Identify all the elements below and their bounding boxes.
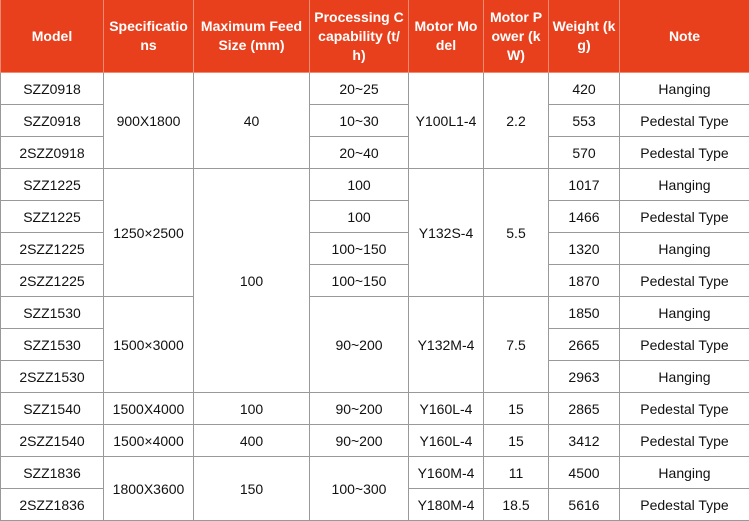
weight-cell: 2865	[549, 393, 620, 425]
note-cell: Hanging	[620, 169, 749, 201]
table-row	[1, 297, 749, 329]
table-row	[1, 169, 749, 201]
weight-cell: 4500	[549, 457, 620, 489]
model-cell: 2SZZ1225	[1, 233, 104, 265]
note-cell: Pedestal Type	[620, 105, 749, 137]
motor-power-cell: 2.2	[484, 73, 549, 169]
specification-cell: 900X1800	[104, 73, 194, 169]
motor-model-cell: Y132M-4	[409, 297, 484, 393]
specification-cell: 1800X3600	[104, 457, 194, 521]
header-note: Note	[620, 0, 749, 73]
table-row	[1, 393, 749, 425]
note-cell: Pedestal Type	[620, 425, 749, 457]
model-cell: 2SZZ1540	[1, 425, 104, 457]
note-cell: Pedestal Type	[620, 329, 749, 361]
motor-power-cell: 5.5	[484, 169, 549, 297]
header-motor-power: Motor Power (kW)	[484, 0, 549, 73]
capability-cell: 20~25	[310, 73, 409, 105]
specification-cell: 1500X4000	[104, 393, 194, 425]
weight-cell: 5616	[549, 489, 620, 521]
model-cell: SZZ1530	[1, 329, 104, 361]
table-row	[1, 425, 749, 457]
note-cell: Hanging	[620, 73, 749, 105]
model-cell: 2SZZ0918	[1, 137, 104, 169]
header-motor-model: Motor Model	[409, 0, 484, 73]
capability-cell: 20~40	[310, 137, 409, 169]
motor-model-cell: Y100L1-4	[409, 73, 484, 169]
capability-cell: 90~200	[310, 297, 409, 393]
motor-power-cell: 15	[484, 425, 549, 457]
header-specifications: Specifications	[104, 0, 194, 73]
motor-power-cell: 7.5	[484, 297, 549, 393]
feed-size-cell: 150	[194, 457, 310, 521]
feed-size-cell: 100	[194, 393, 310, 425]
feed-size-cell: 100	[194, 169, 310, 393]
weight-cell: 420	[549, 73, 620, 105]
specification-cell: 1500×3000	[104, 297, 194, 393]
motor-power-cell: 11	[484, 457, 549, 489]
capability-cell: 90~200	[310, 393, 409, 425]
note-cell: Hanging	[620, 233, 749, 265]
weight-cell: 1017	[549, 169, 620, 201]
capability-cell: 100~150	[310, 265, 409, 297]
table-row	[1, 457, 749, 489]
header-model: Model	[1, 0, 104, 73]
feed-size-cell: 400	[194, 425, 310, 457]
weight-cell: 1466	[549, 201, 620, 233]
note-cell: Hanging	[620, 361, 749, 393]
weight-cell: 1320	[549, 233, 620, 265]
motor-model-cell: Y160L-4	[409, 425, 484, 457]
header-row	[1, 0, 749, 73]
model-cell: SZZ0918	[1, 73, 104, 105]
note-cell: Hanging	[620, 297, 749, 329]
weight-cell: 2665	[549, 329, 620, 361]
capability-cell: 100	[310, 169, 409, 201]
weight-cell: 570	[549, 137, 620, 169]
capability-cell: 100	[310, 201, 409, 233]
motor-model-cell: Y132S-4	[409, 169, 484, 297]
motor-model-cell: Y160L-4	[409, 393, 484, 425]
model-cell: 2SZZ1530	[1, 361, 104, 393]
note-cell: Pedestal Type	[620, 201, 749, 233]
capability-cell: 100~300	[310, 457, 409, 521]
note-cell: Pedestal Type	[620, 265, 749, 297]
note-cell: Pedestal Type	[620, 393, 749, 425]
model-cell: SZZ1530	[1, 297, 104, 329]
note-cell: Pedestal Type	[620, 489, 749, 521]
model-cell: SZZ1540	[1, 393, 104, 425]
specification-cell: 1500×4000	[104, 425, 194, 457]
header-weight: Weight (kg)	[549, 0, 620, 73]
model-cell: SZZ1836	[1, 457, 104, 489]
motor-model-cell: Y180M-4	[409, 489, 484, 521]
table-row	[1, 73, 749, 105]
capability-cell: 100~150	[310, 233, 409, 265]
weight-cell: 1870	[549, 265, 620, 297]
note-cell: Pedestal Type	[620, 137, 749, 169]
specification-cell: 1250×2500	[104, 169, 194, 297]
motor-model-cell: Y160M-4	[409, 457, 484, 489]
model-cell: 2SZZ1225	[1, 265, 104, 297]
weight-cell: 1850	[549, 297, 620, 329]
header-processing-capability: Processing Ccapability (t/h)	[310, 0, 409, 73]
weight-cell: 3412	[549, 425, 620, 457]
motor-power-cell: 18.5	[484, 489, 549, 521]
header-max-feed-size: Maximum Feed Size (mm)	[194, 0, 310, 73]
weight-cell: 2963	[549, 361, 620, 393]
feed-size-cell: 40	[194, 73, 310, 169]
model-cell: SZZ1225	[1, 169, 104, 201]
weight-cell: 553	[549, 105, 620, 137]
capability-cell: 90~200	[310, 425, 409, 457]
model-cell: 2SZZ1836	[1, 489, 104, 521]
model-cell: SZZ0918	[1, 105, 104, 137]
motor-power-cell: 15	[484, 393, 549, 425]
note-cell: Hanging	[620, 457, 749, 489]
model-cell: SZZ1225	[1, 201, 104, 233]
capability-cell: 10~30	[310, 105, 409, 137]
